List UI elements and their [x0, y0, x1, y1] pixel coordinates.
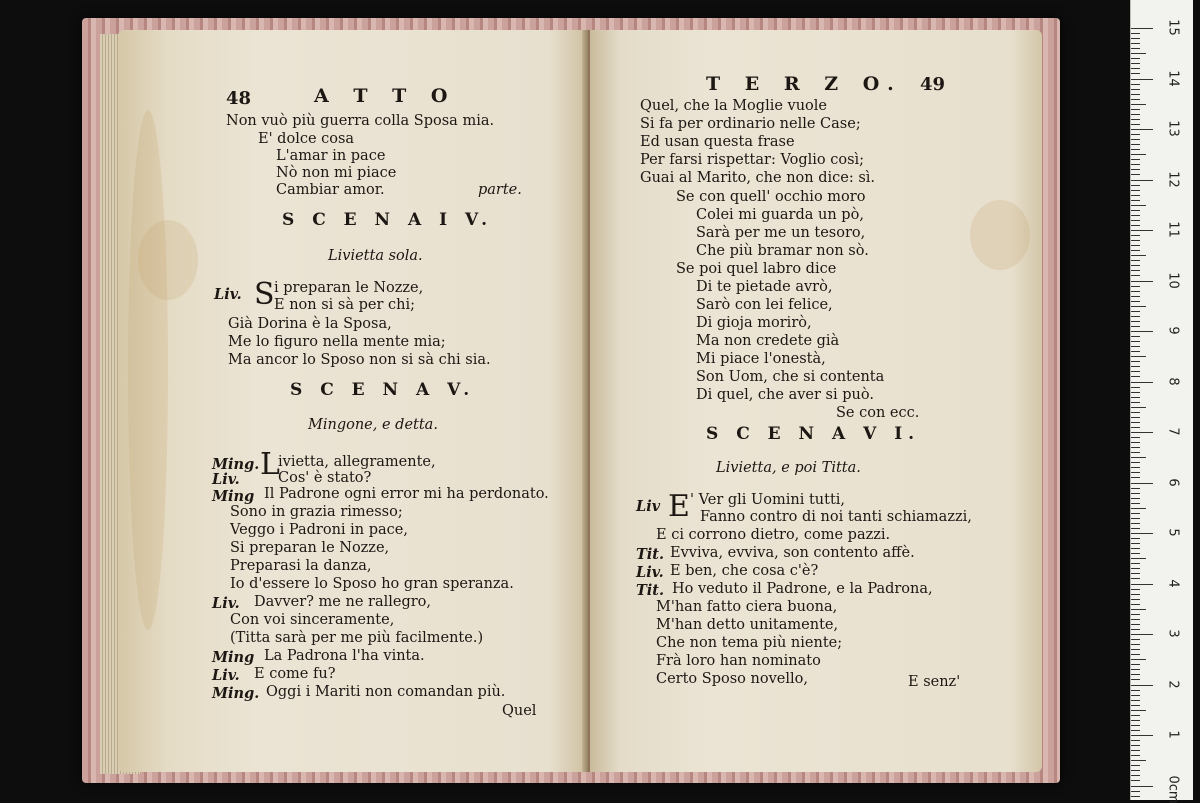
verse-line: Si preparan le Nozze, — [230, 540, 390, 556]
running-head: T E R Z O. — [706, 73, 903, 95]
ruler-tick — [1131, 679, 1140, 680]
verse-line: Sarà per me un tesoro, — [696, 225, 866, 241]
ruler-number: 15 — [1165, 19, 1181, 36]
ruler-number: 14 — [1165, 69, 1181, 87]
ruler-tick — [1131, 230, 1153, 231]
ruler-tick — [1131, 73, 1140, 74]
ruler-tick — [1131, 796, 1140, 797]
verse-line: E come fu? — [254, 666, 336, 682]
verse-line: Oggi i Mariti non comandan più. — [266, 684, 506, 700]
ruler-tick — [1131, 38, 1140, 39]
verse-line: Si fa per ordinario nelle Case; — [640, 116, 861, 132]
ruler-tick — [1131, 387, 1140, 388]
ruler-tick — [1131, 462, 1140, 463]
ruler-tick — [1131, 735, 1153, 736]
ruler-tick — [1131, 775, 1140, 776]
ruler-tick — [1131, 58, 1140, 59]
ruler-number: 4 — [1165, 578, 1181, 588]
ruler-tick — [1131, 53, 1146, 54]
scene-heading: S C E N A V. — [290, 380, 476, 400]
drop-capital: E — [668, 489, 690, 524]
verse-line: Ed usan questa frase — [640, 134, 795, 150]
ruler-tick — [1131, 472, 1140, 473]
ruler-tick — [1131, 780, 1140, 781]
ruler-number: 10 — [1165, 271, 1181, 289]
ruler-tick — [1131, 664, 1140, 665]
ruler-tick — [1131, 467, 1140, 468]
ruler-tick — [1131, 245, 1140, 246]
verse-line: Ma ancor lo Sposo non si sà chi sia. — [228, 352, 491, 368]
ruler-tick — [1131, 528, 1140, 529]
ruler-tick — [1131, 190, 1140, 191]
ruler-tick — [1131, 79, 1153, 80]
ruler-tick — [1131, 149, 1140, 150]
verse-line: i preparan le Nozze, — [274, 280, 424, 296]
ruler-tick — [1131, 624, 1140, 625]
ruler-tick — [1131, 639, 1140, 640]
ruler-tick — [1131, 180, 1153, 181]
verse-line: Di gioja morirò, — [696, 315, 812, 331]
ruler-tick — [1131, 114, 1140, 115]
ruler-tick — [1131, 235, 1140, 236]
ruler-tick — [1131, 654, 1140, 655]
ruler-tick — [1131, 291, 1140, 292]
verse-line: Di te pietade avrò, — [696, 279, 833, 295]
ruler-tick — [1131, 270, 1140, 271]
verse-line: Son Uom, che si contenta — [696, 369, 885, 385]
ruler-tick — [1131, 301, 1140, 302]
ruler-tick — [1131, 558, 1146, 559]
verse-line: Se con ecc. — [836, 405, 920, 421]
ruler-tick — [1131, 417, 1140, 418]
scene-subtitle: Livietta sola. — [328, 248, 423, 264]
verse-line: Fanno contro di noi tanti schiamazzi, — [700, 509, 972, 525]
ruler-tick — [1131, 513, 1140, 514]
ruler-tick — [1131, 366, 1140, 367]
ruler-tick — [1131, 215, 1140, 216]
verse-line: Per farsi rispettar: Voglio così; — [640, 152, 865, 168]
ruler-tick — [1131, 599, 1140, 600]
ruler-tick — [1131, 553, 1140, 554]
verse-line: E' dolce cosa — [258, 131, 355, 147]
page-number: 48 — [226, 88, 252, 109]
speaker-label: Tit. — [636, 546, 665, 563]
verse-line: Di quel, che aver si può. — [696, 387, 874, 403]
ruler-tick — [1131, 311, 1140, 312]
ruler-tick — [1131, 437, 1140, 438]
ruler-tick — [1131, 407, 1146, 408]
ruler-tick — [1131, 674, 1140, 675]
ruler-tick — [1131, 296, 1140, 297]
ruler-number: 7 — [1165, 427, 1181, 436]
verse-line: Certo Sposo novello, — [656, 671, 808, 687]
ruler-number: 8 — [1165, 376, 1181, 386]
ruler-tick — [1131, 185, 1140, 186]
ruler-tick — [1131, 477, 1140, 478]
verse-line: ' Ver gli Uomini tutti, — [690, 492, 846, 508]
ruler-tick — [1131, 33, 1140, 34]
ruler-tick — [1131, 265, 1140, 266]
ruler-tick — [1131, 578, 1140, 579]
right-page — [590, 30, 1042, 772]
ruler-number: 1 — [1165, 730, 1181, 739]
ruler-tick — [1131, 533, 1153, 534]
ruler-tick — [1131, 483, 1153, 484]
ruler-tick — [1131, 634, 1153, 635]
ruler-number: 13 — [1165, 120, 1181, 137]
ruler-tick — [1131, 760, 1146, 761]
ruler-tick — [1131, 84, 1140, 85]
ruler-tick — [1131, 255, 1146, 256]
measurement-ruler — [1130, 0, 1193, 803]
ruler-number: 2 — [1165, 679, 1181, 689]
ruler-tick — [1131, 422, 1140, 423]
ruler-tick — [1131, 109, 1140, 110]
ruler-tick — [1131, 154, 1146, 155]
ruler-tick — [1131, 144, 1140, 145]
verse-line: Cambiar amor. — [276, 182, 385, 198]
ruler-tick — [1131, 331, 1153, 332]
verse-line: Me lo figuro nella mente mia; — [228, 334, 446, 350]
ruler-tick — [1131, 28, 1153, 29]
ruler-tick — [1131, 260, 1140, 261]
ruler-tick — [1131, 376, 1140, 377]
ruler-tick — [1131, 594, 1140, 595]
verse-line: Io d'essere lo Sposo ho gran speranza. — [230, 576, 514, 592]
ruler-tick — [1131, 68, 1140, 69]
ruler-tick — [1131, 786, 1153, 787]
running-head: A T T O — [314, 85, 457, 107]
verse-line: ivietta, allegramente, — [278, 454, 436, 470]
ruler-number: 5 — [1165, 528, 1181, 537]
ruler-tick — [1131, 447, 1140, 448]
ruler-tick — [1131, 281, 1153, 282]
ruler-tick — [1131, 644, 1140, 645]
verse-line: M'han detto unitamente, — [656, 617, 839, 633]
ruler-tick — [1131, 402, 1140, 403]
verse-line: E ben, che cosa c'è? — [670, 563, 819, 579]
speaker-label: Liv — [636, 498, 661, 515]
verse-line: (Titta sarà per me più facilmente.) — [230, 630, 484, 646]
ruler-tick — [1131, 720, 1140, 721]
verse-line: Con voi sinceramente, — [230, 612, 395, 628]
ruler-tick — [1131, 432, 1153, 433]
ruler-tick — [1131, 371, 1140, 372]
ruler-tick — [1131, 659, 1146, 660]
ruler-tick — [1131, 169, 1140, 170]
scene-subtitle: Mingone, e detta. — [308, 417, 438, 433]
ruler-tick — [1131, 629, 1140, 630]
ruler-tick — [1131, 397, 1140, 398]
verse-line: Evviva, evviva, son contento affè. — [670, 545, 915, 561]
verse-line: Se con quell' occhio moro — [676, 189, 866, 205]
verse-line: Già Dorina è la Sposa, — [228, 316, 392, 332]
verse-line: Davver? me ne rallegro, — [254, 594, 432, 610]
ruler-number: 3 — [1165, 629, 1181, 638]
ruler-tick — [1131, 452, 1140, 453]
speaker-label: Liv. — [636, 564, 664, 581]
ruler-tick — [1131, 346, 1140, 347]
verse-line: Non vuò più guerra colla Sposa mia. — [226, 113, 495, 129]
ruler-tick — [1131, 755, 1140, 756]
verse-line: Colei mi guarda un pò, — [696, 207, 864, 223]
stage-direction: parte. — [478, 182, 522, 198]
ruler-number: 0cm — [1165, 775, 1181, 803]
ruler-tick — [1131, 412, 1140, 413]
speaker-label: Ming — [212, 649, 255, 666]
ruler-tick — [1131, 538, 1140, 539]
ruler-number: 9 — [1165, 326, 1181, 335]
catchword: Quel — [502, 703, 537, 719]
ruler-tick — [1131, 584, 1153, 585]
verse-line: Cos' è stato? — [278, 470, 372, 486]
scene-subtitle: Livietta, e poi Titta. — [716, 460, 861, 476]
speaker-label: Tit. — [636, 582, 665, 599]
verse-line: Che più bramar non sò. — [696, 243, 869, 259]
verse-line: E ci corrono dietro, come pazzi. — [656, 527, 891, 543]
ruler-tick — [1131, 220, 1140, 221]
ruler-tick — [1131, 351, 1140, 352]
speaker-label: Ming. — [212, 685, 260, 702]
verse-line: E non si sà per chi; — [274, 297, 415, 313]
ruler-tick — [1131, 306, 1146, 307]
verse-line: Sarò con lei felice, — [696, 297, 833, 313]
verse-line: M'han fatto ciera buona, — [656, 599, 838, 615]
ruler-tick — [1131, 195, 1140, 196]
ruler-tick — [1131, 498, 1140, 499]
ruler-number: 12 — [1165, 170, 1181, 188]
verse-line: Preparasi la danza, — [230, 558, 372, 574]
ruler-tick — [1131, 321, 1140, 322]
ruler-tick — [1131, 326, 1140, 327]
ruler-tick — [1131, 548, 1140, 549]
drop-capital: L — [260, 447, 280, 482]
ruler-tick — [1131, 119, 1140, 120]
ruler-tick — [1131, 508, 1146, 509]
verse-line: Frà loro han nominato — [656, 653, 821, 669]
ruler-tick — [1131, 124, 1140, 125]
ruler-tick — [1131, 493, 1140, 494]
verse-line: Ho veduto il Padrone, e la Padrona, — [672, 581, 933, 597]
ruler-tick — [1131, 392, 1140, 393]
ruler-tick — [1131, 745, 1140, 746]
ruler-tick — [1131, 134, 1140, 135]
ruler-tick — [1131, 164, 1140, 165]
ruler-tick — [1131, 791, 1140, 792]
ruler-tick — [1131, 740, 1140, 741]
speaker-label: Ming. — [212, 456, 260, 473]
page-number: 49 — [920, 74, 946, 95]
ruler-tick — [1131, 614, 1140, 615]
verse-line: Mi piace l'onestà, — [696, 351, 826, 367]
ruler-tick — [1131, 361, 1140, 362]
ruler-tick — [1131, 589, 1140, 590]
scene-heading: S C E N A I V. — [282, 210, 494, 230]
ruler-tick — [1131, 356, 1146, 357]
ruler-tick — [1131, 715, 1140, 716]
ruler-tick — [1131, 523, 1140, 524]
ruler-tick — [1131, 563, 1140, 564]
ruler-tick — [1131, 705, 1140, 706]
ruler-tick — [1131, 139, 1140, 140]
ruler-tick — [1131, 205, 1146, 206]
ruler-number: 11 — [1165, 221, 1181, 238]
verse-line: Il Padrone ogni error mi ha perdonato. — [264, 486, 549, 502]
verse-line: L'amar in pace — [276, 148, 386, 164]
ruler-number: 6 — [1165, 477, 1181, 487]
verse-line: La Padrona l'ha vinta. — [264, 648, 425, 664]
ruler-tick — [1131, 609, 1146, 610]
ruler-tick — [1131, 619, 1140, 620]
ruler-tick — [1131, 341, 1140, 342]
speaker-label: Liv. — [214, 286, 242, 303]
ruler-tick — [1131, 159, 1140, 160]
left-page — [118, 30, 588, 772]
ruler-tick — [1131, 250, 1140, 251]
ruler-tick — [1131, 99, 1140, 100]
ruler-tick — [1131, 649, 1140, 650]
speaker-label: Ming — [212, 488, 255, 505]
verse-line: Ma non credete già — [696, 333, 840, 349]
ruler-tick — [1131, 43, 1140, 44]
ruler-tick — [1131, 710, 1146, 711]
verse-line: Guai al Marito, che non dice: sì. — [640, 170, 876, 186]
ruler-tick — [1131, 200, 1140, 201]
ruler-tick — [1131, 442, 1140, 443]
ruler-tick — [1131, 568, 1140, 569]
ruler-tick — [1131, 104, 1146, 105]
verse-line: Se poi quel labro dice — [676, 261, 837, 277]
ruler-tick — [1131, 89, 1140, 90]
ruler-tick — [1131, 225, 1140, 226]
ruler-tick — [1131, 174, 1140, 175]
verse-line: Nò non mi piace — [276, 165, 397, 181]
ruler-tick — [1131, 286, 1140, 287]
ruler-tick — [1131, 427, 1140, 428]
ruler-tick — [1131, 210, 1140, 211]
ruler-tick — [1131, 543, 1140, 544]
ruler-tick — [1131, 503, 1140, 504]
ruler-tick — [1131, 695, 1140, 696]
ruler-tick — [1131, 685, 1153, 686]
verse-line: Che non tema più niente; — [656, 635, 843, 651]
verse-line: Veggo i Padroni in pace, — [230, 522, 408, 538]
ruler-tick — [1131, 63, 1140, 64]
ruler-tick — [1131, 316, 1140, 317]
ruler-tick — [1131, 604, 1140, 605]
ruler-tick — [1131, 336, 1140, 337]
catchword: E senz' — [908, 674, 961, 690]
ruler-tick — [1131, 488, 1140, 489]
ruler-tick — [1131, 457, 1146, 458]
speaker-label: Liv. — [212, 595, 240, 612]
ruler-tick — [1131, 669, 1140, 670]
ruler-tick — [1131, 518, 1140, 519]
verse-line: Quel, che la Moglie vuole — [640, 98, 828, 114]
drop-capital: S — [254, 277, 275, 312]
scene-heading: S C E N A V I. — [706, 424, 921, 444]
ruler-tick — [1131, 690, 1140, 691]
ruler-tick — [1131, 750, 1140, 751]
ruler-tick — [1131, 725, 1140, 726]
ruler-tick — [1131, 240, 1140, 241]
ruler-tick — [1131, 730, 1140, 731]
ruler-tick — [1131, 765, 1140, 766]
ruler-tick — [1131, 382, 1153, 383]
ruler-tick — [1131, 129, 1153, 130]
ruler-tick — [1131, 700, 1140, 701]
ruler-tick — [1131, 94, 1140, 95]
verse-line: Sono in grazia rimesso; — [230, 504, 403, 520]
ruler-tick — [1131, 275, 1140, 276]
ruler-tick — [1131, 48, 1140, 49]
speaker-label: Liv. — [212, 667, 240, 684]
ruler-tick — [1131, 770, 1140, 771]
ruler-tick — [1131, 573, 1140, 574]
speaker-label: Liv. — [212, 471, 240, 488]
